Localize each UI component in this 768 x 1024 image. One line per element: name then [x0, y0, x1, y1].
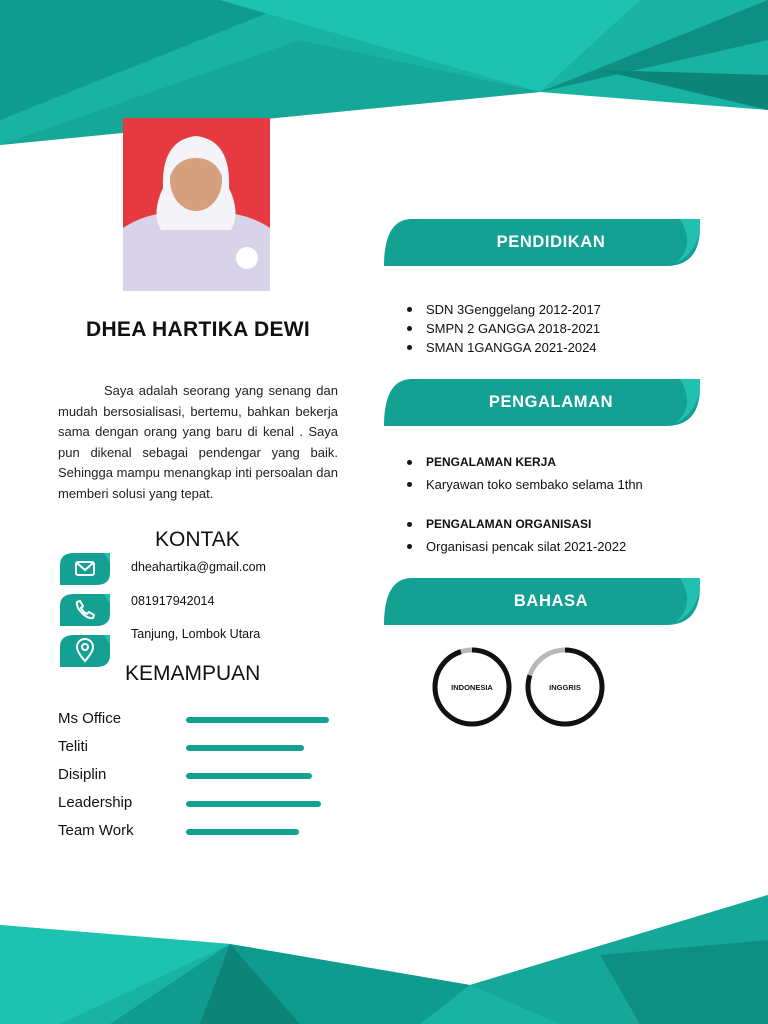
phone-text[interactable]: 081917942014 [131, 594, 215, 608]
profile-photo [123, 118, 270, 291]
experience-title: PENGALAMAN [488, 393, 614, 411]
language-indonesia [432, 647, 512, 727]
skill-level-bar [186, 801, 321, 807]
language-title: BAHASA [513, 592, 589, 610]
list-item: SMAN 1GANGGA 2021-2024 [404, 338, 601, 357]
profile-summary: Saya adalah seorang yang senang dan mudah bersosialisasi, bertemu, bahkan bekerja sama dengan orang yang baru di kenal . Saya pun dikenal sebagai pendengar yang baik. Sehingga mampu menangkap inti persoalan dan memberi solusi yang tepat. [58, 383, 338, 501]
experience-banner [384, 379, 700, 426]
skill-label: Team Work [58, 822, 134, 839]
education-list [404, 300, 601, 357]
list-item: Organisasi pencak silat 2021-2022 [404, 537, 626, 556]
skill-label: Ms Office [58, 710, 122, 727]
skill-level-bar [186, 745, 304, 751]
skill-label: Teliti [58, 738, 89, 755]
list-item: SDN 3Genggelang 2012-2017 [404, 300, 601, 319]
header-decoration [0, 0, 768, 160]
location-icon [60, 633, 110, 667]
list-item: Karyawan toko sembako selama 1thn [404, 475, 643, 494]
skill-level-bar [186, 717, 329, 723]
org-experience-list [404, 515, 626, 556]
skill-label: Disiplin [58, 766, 107, 783]
language-banner [384, 578, 700, 625]
work-experience-list [404, 453, 643, 494]
contact-heading: KONTAK [155, 528, 240, 551]
org-heading: PENGALAMAN ORGANISASI [404, 515, 626, 534]
full-name: DHEA HARTIKA DEWI [85, 318, 311, 341]
skills-heading: KEMAMPUAN [125, 662, 261, 685]
skill-level-bar [186, 773, 312, 779]
work-heading: PENGALAMAN KERJA [404, 453, 643, 472]
language-label: INDONESIA [451, 682, 493, 692]
language-inggris [525, 647, 605, 727]
email-text[interactable]: dheahartika@gmail.com [131, 560, 266, 574]
skill-label: Leadership [58, 794, 133, 811]
language-label: INGGRIS [549, 682, 581, 692]
email-icon [60, 551, 110, 585]
phone-icon [60, 592, 110, 626]
address-text: Tanjung, Lombok Utara [131, 627, 261, 641]
skill-level-bar [186, 829, 299, 835]
list-item: SMPN 2 GANGGA 2018-2021 [404, 319, 601, 338]
education-title: PENDIDIKAN [496, 233, 606, 251]
education-banner [384, 219, 700, 266]
